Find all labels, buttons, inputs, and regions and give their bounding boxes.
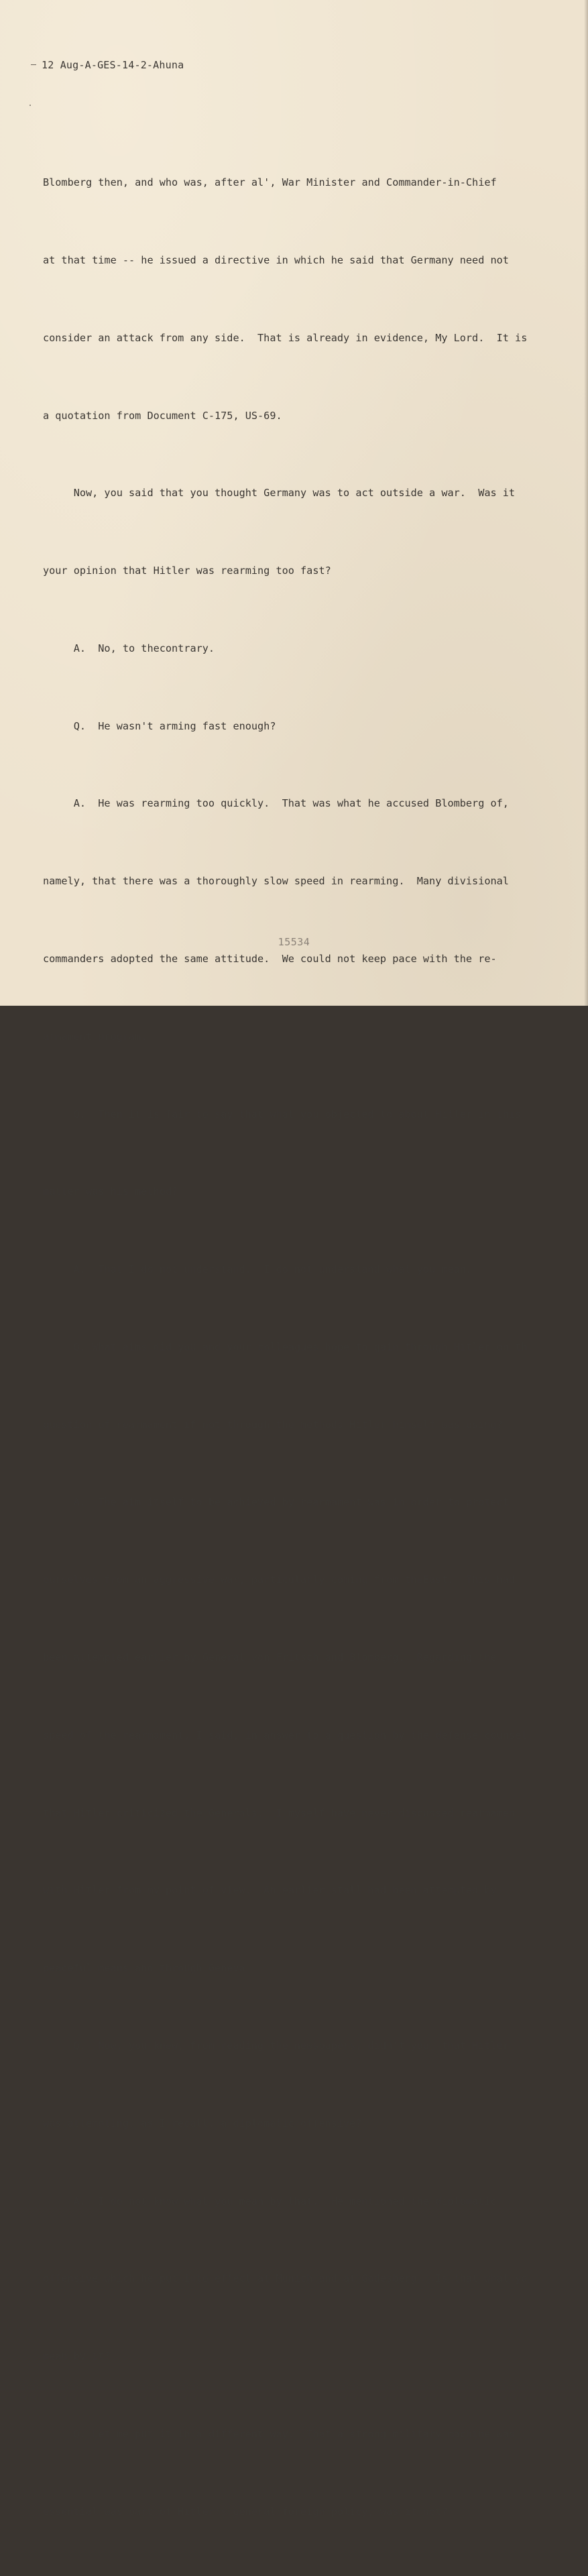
transcript-line: question of rearmament if not through the methods Hitler himself was using? (43, 1418, 503, 1431)
transcript-line: speed of the rearmament, I said, in answer to a question by the defense counsel (43, 1729, 528, 1741)
transcript-line: armament program. (43, 1030, 148, 1043)
transcript-body (43, 118, 552, 2576)
transcript-line: a quotation from Document C-175, US-69. (43, 409, 282, 422)
transcript-line: was attempting, as I recall, a diplomatic offensive? (43, 2117, 362, 2129)
transcript-line: offensive which he put into effect at Munich and at Godesberg. Is that what yo (43, 2272, 528, 2285)
transcript-line: A. He was rearming too quickly. That was what he accused Blomberg of, (43, 797, 509, 810)
transcript-line: consider an attack from any side. That is already in evidence, My Lord. It is (43, 331, 528, 344)
transcript-line: Now, you said that you thought Germany was to act outside a war. Was it (43, 487, 516, 500)
transcript-line: peaceful means and through Geneva (43, 1962, 245, 1975)
transcript-line: mean by it? (43, 2350, 111, 2363)
transcript-line: been attempted earlier by General von Fritsch and Blomberg. Regarding the (43, 1651, 497, 1664)
transcript-line: Q. Let me put it in a different way. That a strong military machine was (43, 2427, 516, 2440)
transcript-line: your opinion that Hitler was rearming too fast? (43, 565, 331, 577)
transcript-line: at that time -- he issued a directive in which he said that Germany need not (43, 253, 509, 266)
document-reference-header: 12 Aug-A-GES-14-2-Ahuna (42, 59, 184, 71)
transcript-line: A. That I do not understand. I do not understand what you mean. (43, 1263, 473, 1276)
page-number: 15534 (278, 936, 310, 948)
transcript-line: that Hitler criticized the Generals. I myself have never discussed rearmamen (43, 1806, 516, 1819)
transcript-line: A. The aim itself to be achieved by rearmament was in order to protect (43, 1496, 509, 1509)
transcript-line: A. No, to thecontrary. (43, 642, 215, 654)
transcript-line: commanders adopted the same attitude. We could not keep pace with the re- (43, 953, 497, 965)
transcript-line: ourselves from an aggressive war, particularly coming from theEast. This had (43, 1574, 516, 1586)
transcript-line: essential was part of Hitler's general foreign policy, was it not? (43, 2505, 448, 2518)
transcript-line: Q. What aims did you and your colleagues hope to gain through Hitler on th (43, 1340, 528, 1353)
transcript-line: Q. He wasn't arming fast enough? (43, 719, 276, 732)
transcript-line: Q. Now, you knew, from reading the newspapers, didn't you, that Hitler (43, 2039, 509, 2052)
transcript-line: matter was his method? (43, 1185, 178, 1198)
transcript-line: namely, that there was a thoroughly slow speed in rearming. Many divisional (43, 875, 509, 888)
transcript-line: Q. Then it is fair to say that what you objected to about Hitler in this (43, 1108, 522, 1120)
margin-dot-mark (30, 105, 31, 106)
margin-tick-mark (31, 64, 36, 65)
transcript-line: with Hitler from my point of view. An earlier stall had been attempted by (43, 1884, 497, 1897)
transcript-line: A. I do not know what you mean by that. He mentioned the diplomatic (43, 2194, 497, 2207)
transcript-line: Blomberg then, and who was, after al', War Minister and Commander-in-Chief (43, 176, 497, 189)
